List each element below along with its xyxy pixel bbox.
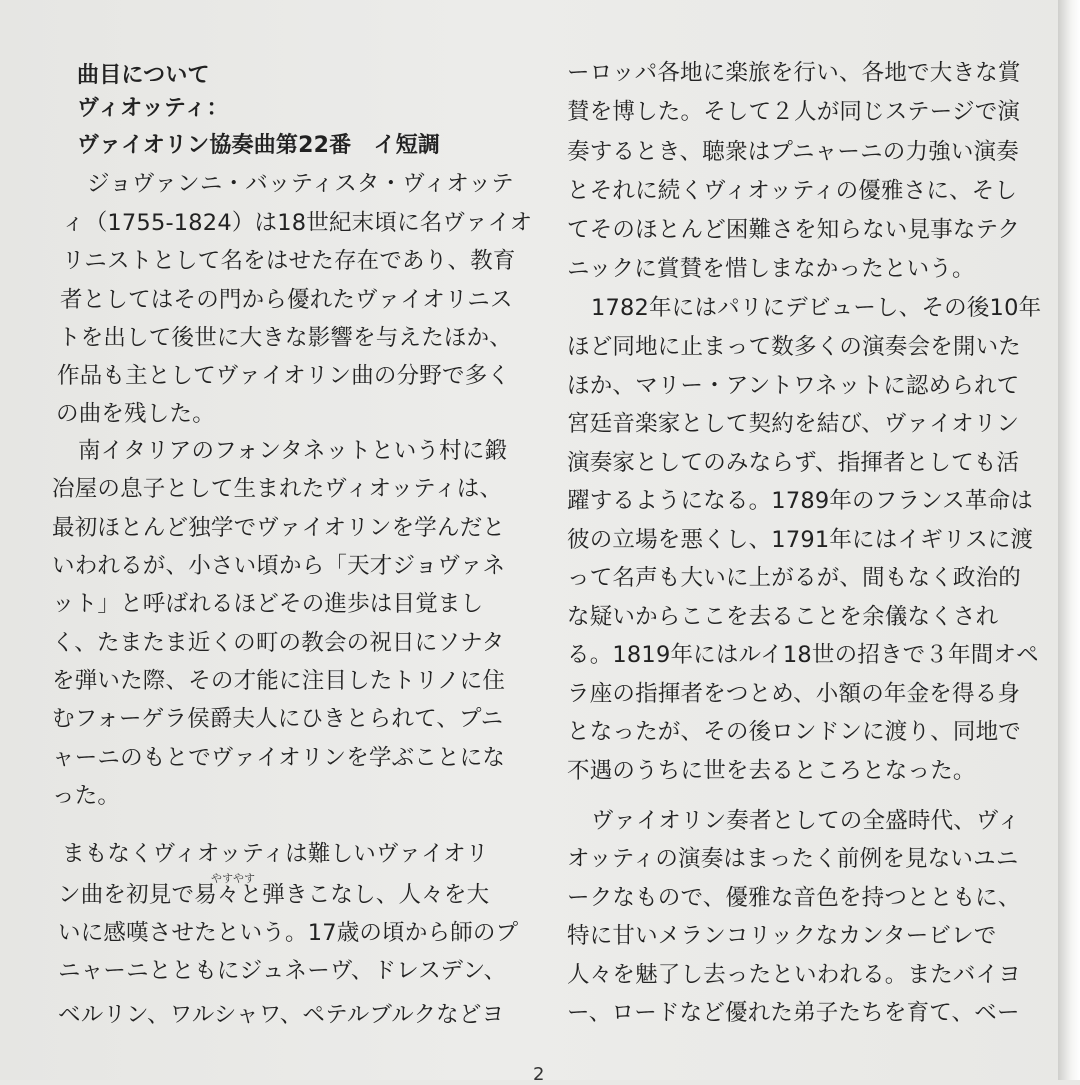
- page-number: 2: [533, 1064, 545, 1085]
- text-line: 1782年にはパリにデビューし、その後10年: [591, 295, 1042, 321]
- text-line: 人々を魅了し去ったといわれる。またバイヨ: [567, 962, 1022, 988]
- text-line: 奏するとき、聴衆はプニャーニの力強い演奏: [567, 139, 1019, 165]
- page-edge: [1058, 0, 1080, 1080]
- text-line: 躍するようになる。1789年のフランス革命は: [567, 488, 1033, 514]
- text-line: 最初ほとんど独学でヴァイオリンを学んだと: [52, 515, 506, 541]
- text-line: てそのほとんど困難さを知らない見事なテク: [567, 217, 1021, 243]
- text-line: オッティの演奏はまったく前例を見ないユニ: [567, 846, 1019, 872]
- text-line: リニストとして名をはせた存在であり、教育: [62, 248, 516, 274]
- text-line: ニックに賞賛を惜しまなかったという。: [567, 256, 975, 282]
- text-line: 冶屋の息子として生まれたヴィオッティは、: [52, 476, 503, 502]
- text-line: とそれに続くヴィオッティの優雅さに、そし: [567, 178, 1018, 204]
- section-heading: 曲目について: [77, 63, 210, 88]
- text-line: く、たまたま近くの町の教会の祝日にソナタ: [52, 630, 505, 656]
- text-line: トを出して後世に大きな影響を与えたほか、: [58, 325, 513, 351]
- text-line: 特に甘いメランコリックなカンタービレで: [567, 923, 997, 949]
- text-line: ほか、マリー・アントワネットに認められて: [567, 373, 1020, 399]
- text-line: むフォーゲラ侯爵夫人にひきとられて、プニ: [52, 706, 504, 732]
- text-line: って名声も大いに上がるが、間もなく政治的: [567, 565, 1022, 591]
- text-line: を弾いた際、その才能に注目したトリノに住: [52, 668, 506, 694]
- text-line: る。1819年にはルイ18世の招きで３年間オペ: [567, 642, 1039, 668]
- text-line: ークなもので、優雅な音色を持つとともに、: [567, 885, 1021, 911]
- work-title: ヴァイオリン協奏曲第22番 イ短調: [77, 133, 441, 158]
- text-line: ー、ロードなど優れた弟子たちを育て、ベー: [567, 1000, 1020, 1026]
- text-line: ジョヴァンニ・バッティスタ・ヴィオッテ: [87, 171, 514, 197]
- text-line: 宮廷音楽家として契約を結び、ヴァイオリン: [567, 411, 1020, 437]
- text-line: ほど同地に止まって数多くの演奏会を開いた: [567, 334, 1022, 360]
- text-line: ベルリン、ワルシャワ、ペテルブルクなどヨ: [58, 1002, 505, 1028]
- text-line: 南イタリアのフォンタネットという村に鍛: [78, 438, 508, 464]
- text-line: となったが、その後ロンドンに渡り、同地で: [567, 719, 1022, 745]
- composer-name: ヴィオッティ：: [77, 96, 229, 121]
- text-line: いに感嘆させたという。17歳の頃から師のプ: [58, 920, 519, 946]
- text-line: ャーニのもとでヴァイオリンを学ぶことにな: [52, 745, 506, 771]
- text-line: 作品も主としてヴァイオリン曲の分野で多く: [57, 363, 511, 389]
- text-line: な疑いからここを去ることを余儀なくされ: [567, 604, 999, 630]
- text-line: いわれるが、小さい頃から「天才ジョヴァネ: [52, 553, 506, 579]
- text-line: 彼の立場を悪くし、1791年にはイギリスに渡: [567, 527, 1034, 553]
- text-line: 賛を博した。そして２人が同じステージで演: [567, 99, 1021, 125]
- text-line: 演奏家としてのみならず、指揮者としても活: [567, 450, 1020, 476]
- text-line: った。: [52, 783, 121, 809]
- text-line: まもなくヴィオッティは難しいヴァイオリ: [62, 841, 489, 867]
- text-line: ン曲を初見で易々と弾きこなし、人々を大: [58, 882, 490, 908]
- text-line: ット」と呼ばれるほどその進歩は目覚まし: [52, 591, 484, 617]
- ruby-annotation: やすやす: [211, 872, 255, 885]
- text-line: ヴァイオリン奏者としての全盛時代、ヴィ: [591, 808, 1021, 834]
- text-line: の曲を残した。: [56, 401, 215, 427]
- text-line: 者としてはその門から優れたヴァイオリニス: [60, 287, 513, 313]
- text-line: 不遇のうちに世を去るところとなった。: [567, 758, 976, 784]
- text-line: ィ（1755-1824）は18世紀末頃に名ヴァイオ: [62, 210, 533, 236]
- text-line: ーロッパ各地に楽旅を行い、各地で大きな賞: [567, 60, 1021, 86]
- text-line: ラ座の指揮者をつとめ、小額の年金を得る身: [567, 681, 1021, 707]
- text-line: ニャーニとともにジュネーヴ、ドレスデン、: [58, 958, 507, 984]
